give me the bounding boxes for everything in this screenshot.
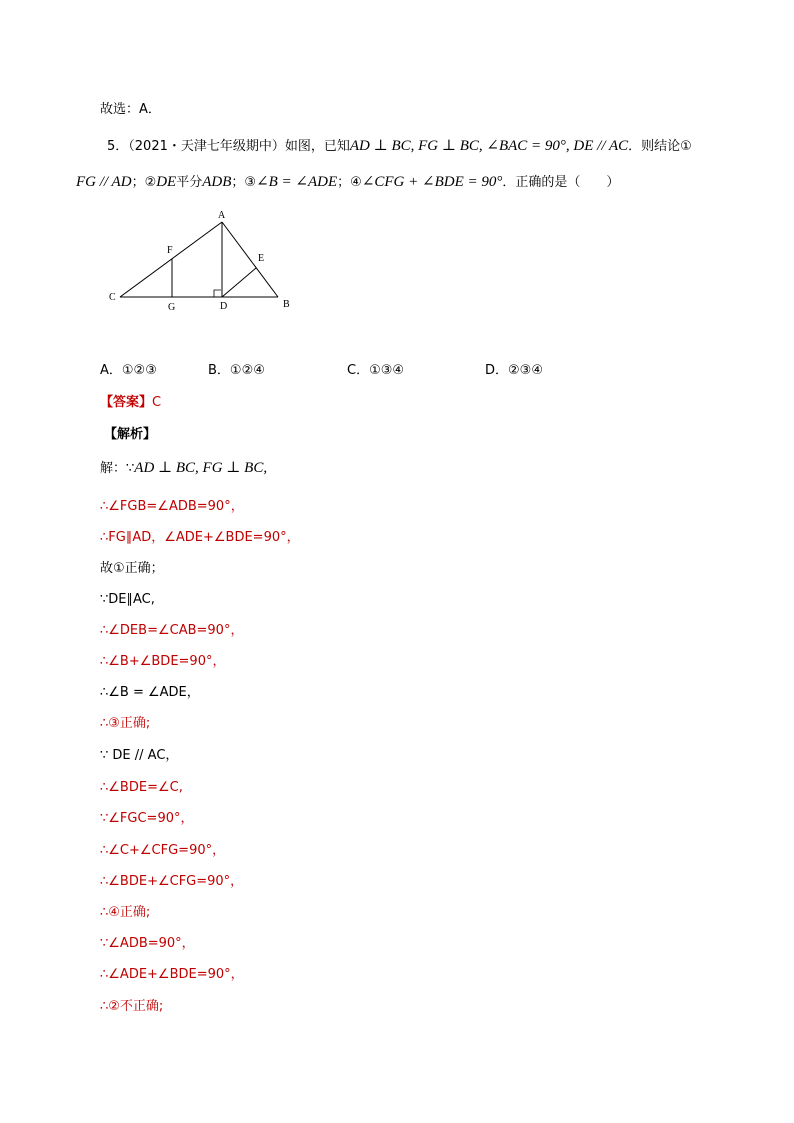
analysis-step: ∴∠DEB=∠CAB=90°， [100,623,244,638]
analysis-step: ∴∠BDE=∠C, [100,780,183,795]
option-d: D．②③④ [485,363,543,378]
analysis-step: ∴∠ADE+∠BDE=90°， [100,967,244,982]
conclusion-4-math: ∠CFG + ∠BDE = 90° [361,174,503,190]
analysis-tag: 【解析】 [104,427,157,442]
label-c: C [109,292,116,303]
conclusion-2-math-adb: ADB [202,174,232,190]
analysis-step: ∵ DE // AC， [100,748,179,763]
analysis-step: ∵DE∥AC, [100,592,155,607]
conclusion-3-math: ∠B = ∠ADE [256,174,338,190]
label-b: B [283,299,290,310]
right-angle-mark [214,290,221,297]
analysis-step: ∴∠C+∠CFG=90°， [100,843,226,858]
option-c: C．①③④ [347,363,405,378]
conclusion-1-math: FG // AD [76,174,132,190]
analysis-step: ∴FG∥AD，∠ADE+∠BDE=90°， [100,530,300,545]
label-a: A [218,210,226,221]
conclusion-3-label: ；③ [231,175,257,190]
answer-value: C [152,395,162,410]
analysis-step: ∴④正确; [100,905,151,920]
segment-ca [120,222,222,297]
question-line-2 [76,173,619,192]
question-conclusion-intro: ．则结论① [628,139,692,154]
label-e: E [258,253,265,264]
option-a: A．①②③ [100,363,157,378]
question-line-1 [107,137,692,156]
segment-de [222,268,256,297]
question-givens-math: AD ⊥ BC, FG ⊥ BC, ∠BAC = 90°, DE // AC [349,138,629,154]
question-number-source: 5．（2021・天津七年级期中）如图，已知 [107,139,350,154]
option-b: B．①②④ [208,363,265,378]
analysis-step: ∴∠FGB=∠ADB=90°， [100,499,244,514]
previous-answer: 故选：A． [100,102,161,117]
analysis-step: ∴∠B+∠BDE=90°， [100,654,226,669]
conclusion-2-label: ；② [131,175,157,190]
analysis-step: ∴②不正确; [100,999,164,1014]
segment-ab [222,222,278,297]
conclusion-4-label: ；④ [337,175,362,190]
analysis-step: ∴③正确; [100,716,151,731]
analysis-intro-text: 解：∵ [100,461,135,476]
analysis-step: ∴∠B = ∠ADE， [100,685,200,700]
analysis-step: 故①正确； [100,561,164,576]
conclusion-2-verb: 平分 [176,175,203,190]
analysis-step: ∵∠FGC=90°， [100,811,194,826]
geometry-figure [100,205,300,315]
conclusion-2-math-de: DE [156,174,177,190]
analysis-intro [100,459,267,478]
analysis-intro-math: AD ⊥ BC, FG ⊥ BC, [134,460,268,476]
answer-tag: 【答案】 [100,395,153,410]
answer-line [100,394,161,412]
label-d: D [220,301,228,312]
label-f: F [167,245,173,256]
analysis-step: ∴∠BDE+∠CFG=90°， [100,874,244,889]
question-prompt: ．正确的是（ ） [502,175,620,190]
analysis-heading [104,426,156,444]
label-g: G [168,302,176,313]
analysis-step: ∵∠ADB=90°， [100,936,195,951]
